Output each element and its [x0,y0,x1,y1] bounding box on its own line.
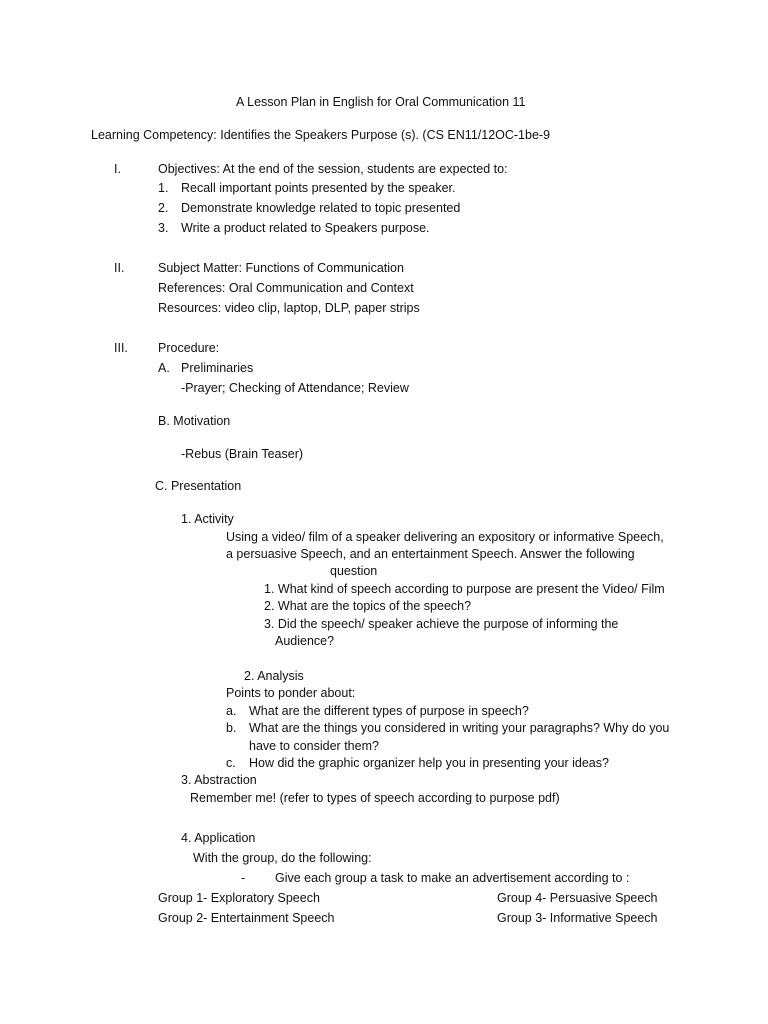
objective-number: 2. [158,201,169,215]
preliminaries-detail: -Prayer; Checking of Attendance; Review [181,381,409,395]
subject-matter: Subject Matter: Functions of Communication [158,261,404,275]
application-label: 4. Application [181,831,256,845]
page-title: A Lesson Plan in English for Oral Communication 11 [236,95,526,109]
objective-text: Write a product related to Speakers purpose. [181,221,430,235]
bullet-dash: - [241,871,246,885]
analysis-intro: Points to ponder about: [226,686,356,700]
activity-question: Audience? [275,634,335,648]
objective-text: Recall important points presented by the speaker. [181,181,456,195]
motivation-detail: -Rebus (Brain Teaser) [181,447,304,461]
motivation-label: B. Motivation [158,414,231,428]
learning-competency: Learning Competency: Identifies the Speakers Purpose (s). (CS EN11/12OC-1be-9 [91,128,551,142]
activity-question: 3. Did the speech/ speaker achieve the purpose of informing the [264,617,619,631]
activity-text: a persuasive Speech, and an entertainment Speech. Answer the following [226,547,635,561]
application-intro: With the group, do the following: [193,851,372,865]
analysis-item: What are the things you considered in writing your paragraphs? Why do you [249,721,670,735]
presentation-label: C. Presentation [155,479,242,493]
analysis-letter: a. [226,704,237,718]
preliminaries-letter: A. [158,361,170,375]
abstraction-text: Remember me! (refer to types of speech according to purpose pdf) [190,791,560,805]
analysis-label: 2. Analysis [244,669,304,683]
references: References: Oral Communication and Context [158,281,414,295]
group-assignment: Group 1- Exploratory Speech [158,891,320,905]
analysis-item: What are the different types of purpose in speech? [249,704,529,718]
activity-text: Using a video/ film of a speaker delivering an expository or informative Speech, [226,530,664,544]
application-task: Give each group a task to make an advertisement according to : [275,871,630,885]
objective-number: 1. [158,181,169,195]
objective-number: 3. [158,221,169,235]
objective-text: Demonstrate knowledge related to topic presented [181,201,461,215]
section-3-numeral: III. [114,341,128,355]
activity-text: question [330,564,378,578]
resources: Resources: video clip, laptop, DLP, paper strips [158,301,420,315]
analysis-item: How did the graphic organizer help you in presenting your ideas? [249,756,609,770]
analysis-letter: b. [226,721,237,735]
section-1-numeral: I. [114,162,121,176]
group-assignment: Group 3- Informative Speech [497,911,658,925]
preliminaries-label: Preliminaries [181,361,254,375]
analysis-item: have to consider them? [249,739,379,753]
abstraction-label: 3. Abstraction [181,773,257,787]
section-1-heading: Objectives: At the end of the session, students are expected to: [158,162,508,176]
procedure-heading: Procedure: [158,341,220,355]
activity-question: 2. What are the topics of the speech? [264,599,472,613]
group-assignment: Group 2- Entertainment Speech [158,911,335,925]
activity-label: 1. Activity [181,512,234,526]
activity-question: 1. What kind of speech according to purpose are present the Video/ Film [264,582,665,596]
analysis-letter: c. [226,756,236,770]
group-assignment: Group 4- Persuasive Speech [497,891,658,905]
section-2-numeral: II. [114,261,125,275]
